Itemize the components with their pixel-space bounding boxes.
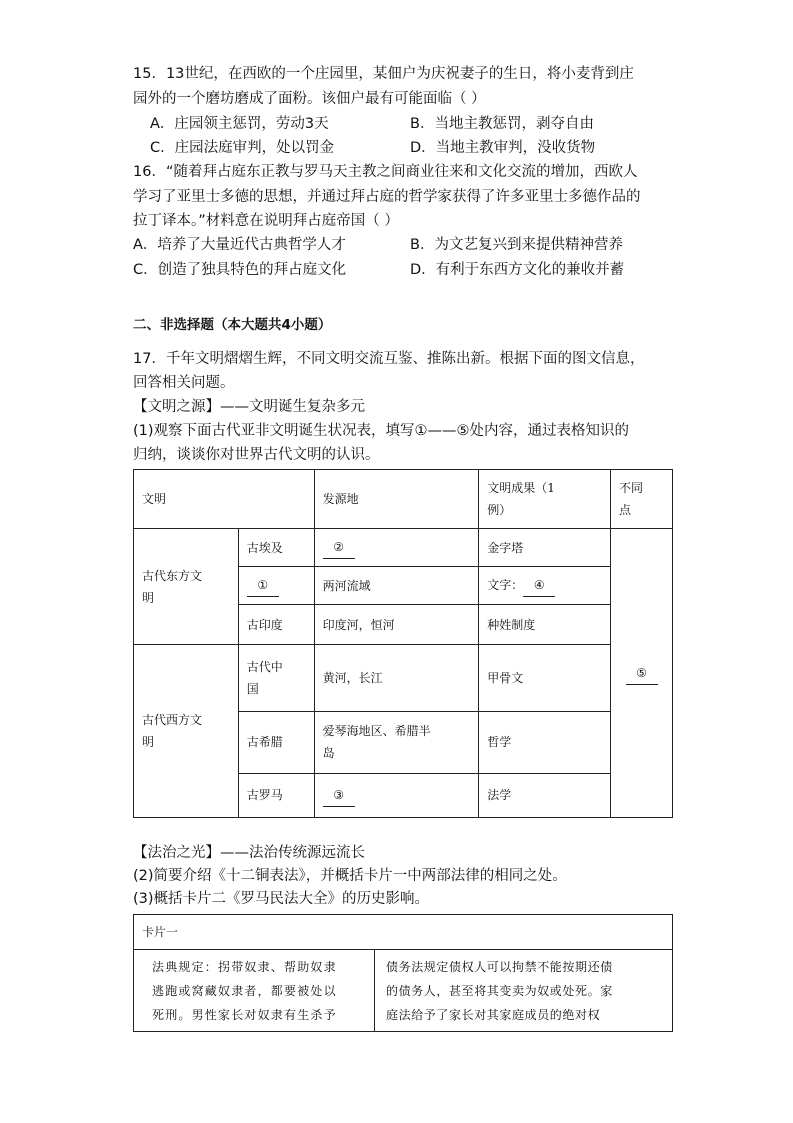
west-group-label: 古代西方文 明	[134, 645, 239, 818]
q16-option-a: A．培养了大量近代古典哲学人才	[133, 237, 346, 253]
q17-sub2: (2)简要介绍《十二铜表法》，并概括卡片一中两部法律的相同之处。	[133, 868, 567, 884]
card-one-left-text: 法典规定：拐带奴隶、帮助奴隶 逃跑或窝藏奴隶者，都要被处以 死刑。男性家长对奴隶有生杀予	[152, 960, 337, 1022]
blank-5[interactable]: ⑤	[626, 662, 658, 685]
header-origin: 发源地	[314, 470, 479, 529]
civ-origin	[314, 529, 479, 567]
civ-name	[238, 567, 314, 605]
blank-4[interactable]: ④	[523, 574, 555, 597]
q15-line-2: 园外的一个磨坊磨成了面粉。该佃户最有可能面临（ ）	[133, 91, 486, 107]
blank-1[interactable]: ①	[247, 574, 279, 597]
east-group-label: 古代东方文 明	[134, 529, 239, 645]
civilization-source-heading: 【文明之源】——文明诞生复杂多元	[133, 399, 365, 415]
card-one	[133, 914, 673, 1032]
q15-option-b: B．当地主教惩罚，剥夺自由	[410, 116, 594, 132]
q15-line-1: 15．13世纪，在西欧的一个庄园里，某佃户为庆祝妻子的生日，将小麦背到庄	[133, 66, 634, 82]
header-difference: 不同 点	[611, 470, 673, 529]
header-achievement: 文明成果（1 例）	[479, 470, 611, 529]
civ-origin: 两河流域	[314, 567, 479, 605]
civ-name: 古代中 国	[238, 645, 314, 711]
civ-name: 古埃及	[238, 529, 314, 567]
header-civilization: 文明	[134, 470, 315, 529]
q16-line-1: 16．“随着拜占庭东正教与罗马天主教之间商业往来和文化交流的增加，西欧人	[133, 164, 638, 180]
q17-sub1-line-1: (1)观察下面古代亚非文明诞生状况表，填写①——⑤处内容，通过表格知识的	[133, 423, 630, 439]
table-header-row	[134, 470, 673, 529]
difference-cell	[611, 529, 673, 818]
q16-option-c: C．创造了独具特色的拜占庭文化	[133, 262, 347, 278]
rule-of-law-heading: 【法治之光】——法治传统源远流长	[133, 845, 365, 861]
civ-name: 古罗马	[238, 773, 314, 817]
q17-line-1: 17．千年文明熠熠生辉，不同文明交流互鉴、推陈出新。根据下面的图文信息，	[133, 351, 645, 367]
blank-2[interactable]: ②	[323, 536, 355, 559]
civ-achievement: 文字： ④	[479, 567, 611, 605]
q15-option-c: C．庄园法庭审判，处以罚金	[150, 140, 335, 156]
q17-sub3: (3)概括卡片二《罗马民法大全》的历史影响。	[133, 891, 430, 907]
civ-achievement: 种姓制度	[479, 605, 611, 645]
divider	[134, 949, 672, 950]
civ-achievement: 法学	[479, 773, 611, 817]
civ-origin	[314, 773, 479, 817]
q16-line-3: 拉丁译本。”材料意在说明拜占庭帝国（ ）	[133, 213, 399, 229]
q17-line-2: 回答相关问题。	[133, 375, 235, 391]
civ-name: 古希腊	[238, 711, 314, 773]
civ-achievement: 哲学	[479, 711, 611, 773]
q17-sub1-line-2: 归纳，谈谈你对世界古代文明的认识。	[133, 447, 380, 463]
divider	[374, 949, 375, 1031]
civ-origin: 印度河，恒河	[314, 605, 479, 645]
civ-name: 古印度	[238, 605, 314, 645]
civ-origin: 黄河，长江	[314, 645, 479, 711]
table-row	[134, 529, 673, 567]
q15-option-a: A．庄园领主惩罚，劳动3天	[150, 116, 329, 132]
section-2-title: 二、非选择题（本大题共4小题）	[133, 317, 332, 333]
q15-option-d: D．当地主教审判，没收货物	[410, 140, 596, 156]
civ-origin: 爱琴海地区、希腊半 岛	[314, 711, 479, 773]
civilization-table	[133, 469, 673, 818]
civ-achievement: 甲骨文	[479, 645, 611, 711]
q16-line-2: 学习了亚里士多德的思想，并通过拜占庭的哲学家获得了许多亚里士多德作品的	[133, 189, 641, 205]
civ-achievement: 金字塔	[479, 529, 611, 567]
blank-3[interactable]: ③	[323, 784, 355, 807]
card-one-right-text: 债务法规定债权人可以拘禁不能按期还债 的债务人，甚至将其变卖为奴或处死。家 庭法给予了家长对其家庭成员的绝对权	[386, 960, 613, 1022]
table-row	[134, 645, 673, 711]
q16-option-d: D．有利于东西方文化的兼收并蓄	[410, 262, 625, 278]
q16-option-b: B．为文艺复兴到来提供精神营养	[410, 237, 623, 253]
card-one-title: 卡片一	[142, 925, 179, 939]
